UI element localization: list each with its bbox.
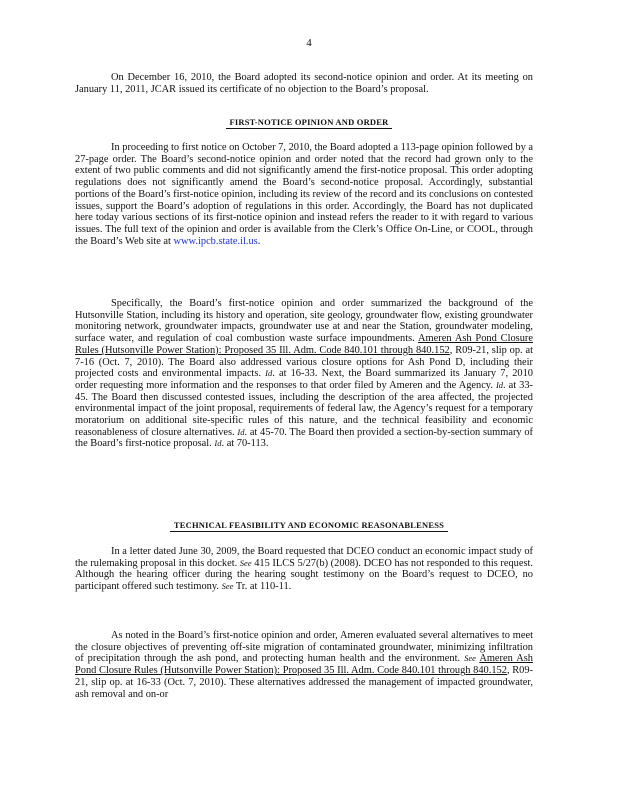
case-citation: Ameren Ash Pond Closure Rules (Hutsonville Power Station): Proposed 35 Ill. Adm. Code 840.101 through 840.152: [75, 653, 533, 677]
paragraph-text: On December 16, 2010, the Board adopted its second-notice opinion and order. At its meeting on January 11, 2011, JCAR issued its certificate of no objection to the Board’s proposal.: [75, 72, 533, 95]
paragraph-text: In a letter dated June 30, 2009, the Board requested that DCEO conduct an economic impact study of the rulemaking proposal in this docket.: [75, 546, 533, 569]
id-citation: Id: [237, 426, 245, 437]
paragraph-ameren-alternatives: As noted in the Board’s first-notice opinion and order, Ameren evaluated several alternatives to meet the closure objectives of preventing off-site migration of contaminated groundwater, minimizing infiltration of precipitation through the ash pond, and protecting human health and the environment. See Ameren Ash Pond Closure Rules (Hutsonville Power Station): Proposed 35 Ill. Adm. Code 840.101 through 840.152, R09-21, slip op. at 16-33 (Oct. 7, 2010). These alternatives addressed the management of impacted groundwater, ash removal and on-or: [75, 630, 533, 700]
section-heading-technical-feasibility: TECHNICAL FEASIBILITY AND ECONOMIC REASONABLENESS: [0, 520, 618, 532]
paragraph-first-notice-summary: In proceeding to first notice on October 7, 2010, the Board adopted a 113-page opinion followed by a 27-page order. The Board’s second-notice opinion and order noted that the record had grown only to the extent of two public comments and did not significantly amend the first-notice proposal. This order adopting regulations does not significantly amend the Board’s second-notice proposal. Accordingly, substantial portions of the Board’s first-notice opinion, including its review of the record and its conclusions on contested issues, support the Board’s adoption of regulations in this order. Accordingly, the Board has not duplicated here today various sections of its first-notice opinion and instead refers the reader to it with regard to various issues. The full text of the opinion and order is available from the Clerk’s Office On-Line, or COOL, through the Board’s Web site at www.ipcb.state.il.us.: [75, 142, 533, 247]
id-citation: Id: [265, 368, 273, 379]
paragraph-text: Specifically, the Board’s first-notice opinion and order summarized the background of the Hutsonville Station, including its history and operation, site geology, groundwater flow, existing groundwater monitoring network, groundwater impacts, groundwater use at and near the Station, groundwater modeling, surface water, and regulation of coal combustion waste surface impoundments.: [75, 298, 533, 345]
paragraph-specifically: Specifically, the Board’s first-notice opinion and order summarized the background of the Hutsonville Station, including its history and operation, site geology, groundwater flow, existing groundwater monitoring network, groundwater impacts, groundwater use at and near the Station, groundwater modeling, surface water, and regulation of coal combustion waste surface impoundments. Ameren Ash Pond Closure Rules (Hutsonville Power Station): Proposed 35 Ill. Adm. Code 840.101 through 840.152, R09-21, slip op. at 7-16 (Oct. 7, 2010). The Board also addressed various closure options for Ash Pond D, including their projected costs and environmental impacts. Id. at 16-33. Next, the Board summarized its January 7, 2010 order requesting more information and the responses to that order filed by Ameren and the Agency. Id. at 33-45. The Board then discussed contested issues, including the description of the area affected, the projected environmental impact of the joint proposal, requirements of federal law, the Agency’s request for a temporary moratorium on additional site-specific rules of this nature, and the technical feasibility and economic reasonableness of closure alternatives. Id. at 45-70. The Board then provided a section-by-section summary of the Board’s first-notice proposal. Id. at 70-113.: [75, 298, 533, 450]
paragraph-text: In proceeding to first notice on October 7, 2010, the Board adopted a 113-page opinion followed by a 27-page order. The Board’s second-notice opinion and order noted that the record had grown only to the extent of two public comments and did not significantly amend the first-notice proposal. This order adopting regulations does not significantly amend the Board’s second-notice proposal. Accordingly, substantial portions of the Board’s first-notice opinion, including its review of the record and its conclusions on contested issues, support the Board’s adoption of regulations in this order. Accordingly, the Board has not duplicated here today various sections of its first-notice opinion and instead refers the reader to it with regard to various issues. The full text of the opinion and order is available from the Clerk’s Office On-Line, or COOL, through the Board’s Web site at: [75, 142, 533, 247]
id-citation: Id: [214, 438, 222, 449]
see-signal: See: [464, 653, 476, 664]
section-heading-first-notice: FIRST-NOTICE OPINION AND ORDER: [0, 117, 618, 129]
page-number: 4: [306, 37, 312, 49]
id-citation: Id: [495, 379, 504, 390]
paragraph-dceo-letter: In a letter dated June 30, 2009, the Board requested that DCEO conduct an economic impact study of the rulemaking proposal in this docket. See 415 ILCS 5/27(b) (2008). DCEO has not responded to this request. Although the hearing officer during the hearing sought testimony on the Board’s request to DCEO, no participant offered such testimony. See Tr. at 110-11.: [75, 546, 533, 593]
paragraph-text: As noted in the Board’s first-notice opinion and order, Ameren evaluated several alternatives to meet the closure objectives of preventing off-site migration of contaminated groundwater, minimizing infiltration of precipitation through the ash pond, and protecting human health and the environment.: [75, 630, 533, 665]
case-citation: Ameren Ash Pond Closure Rules (Hutsonville Power Station): Proposed 35 Ill. Adm. Code 840.101 through 840.152: [75, 333, 533, 356]
see-signal: See: [221, 581, 234, 592]
see-signal: See: [239, 557, 252, 568]
board-website-link[interactable]: www.ipcb.state.il.us: [173, 235, 258, 247]
paragraph-second-notice: [75, 72, 533, 95]
